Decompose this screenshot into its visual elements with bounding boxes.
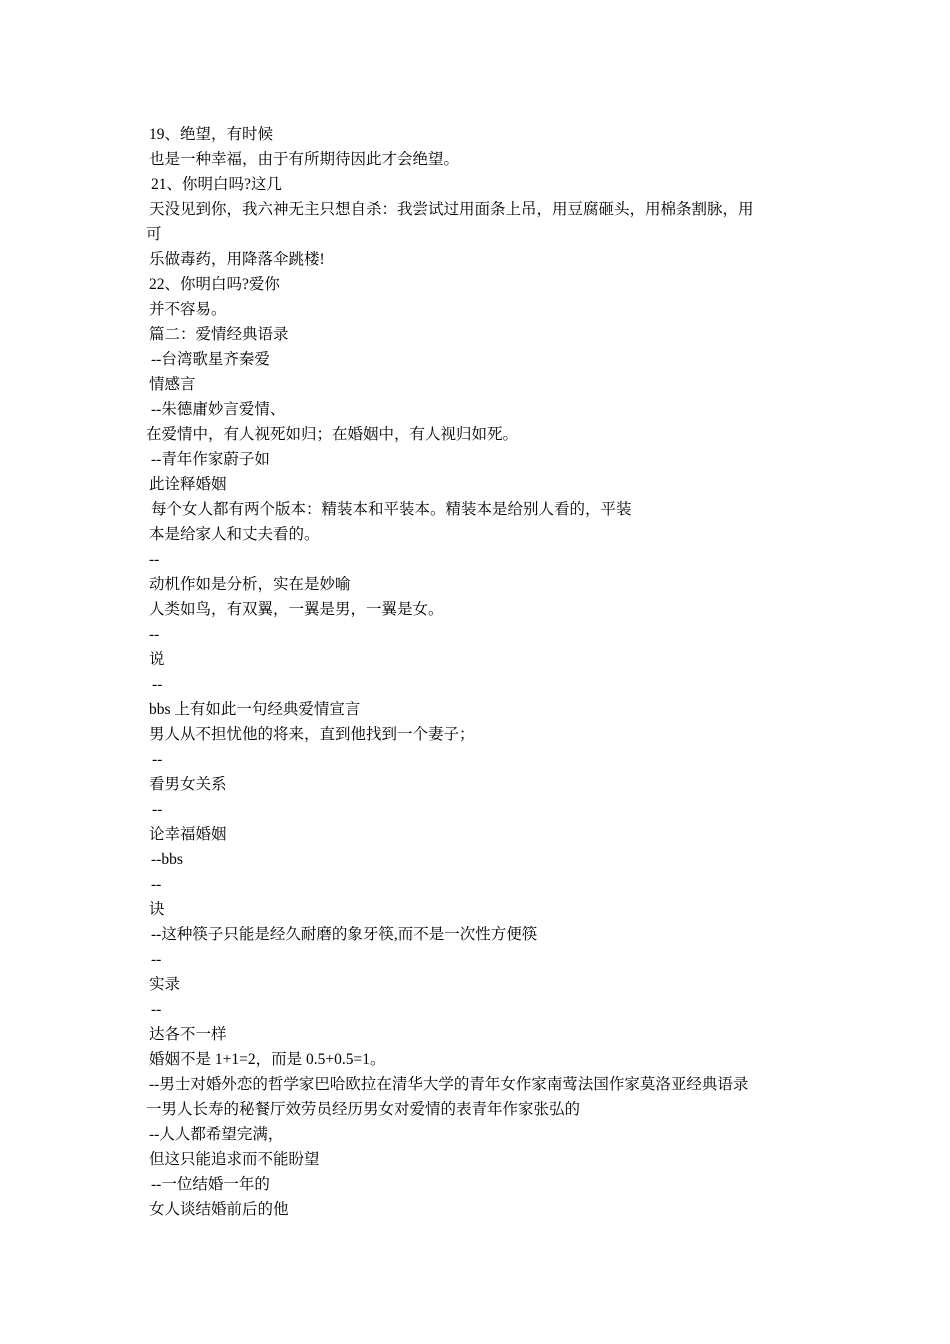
text-line: 也是一种幸福，由于有所期待因此才会绝望。 <box>149 151 460 168</box>
text-line: 并不容易。 <box>149 301 227 318</box>
text-line: -- <box>152 751 163 768</box>
text-line: --青年作家蔚子如 <box>151 451 270 468</box>
text-line: -- <box>152 801 163 818</box>
text-line: --男士对婚外恋的哲学家巴哈欧拉在清华大学的青年女作家南莺法国作家莫洛亚经典语录 <box>149 1076 749 1093</box>
text-line: 诀 <box>149 901 165 918</box>
text-line: -- <box>152 676 163 693</box>
text-line: -- <box>151 1001 162 1018</box>
text-line: 看男女关系 <box>149 776 227 793</box>
text-line: 可 <box>146 226 162 243</box>
text-line: --这种筷子只能是经久耐磨的象牙筷,而不是一次性方便筷 <box>151 926 538 943</box>
text-line: --朱德庸妙言爱情、 <box>151 401 286 418</box>
text-line: 达各不一样 <box>149 1026 227 1043</box>
text-line: 但这只能追求而不能盼望 <box>149 1151 320 1168</box>
document-body <box>0 122 950 1222</box>
text-line: 男人从不担忧他的将来，直到他找到一个妻子； <box>149 726 475 743</box>
text-line: -- <box>149 551 160 568</box>
text-line: 情感言 <box>149 376 196 393</box>
text-line: bbs 上有如此一句经典爱情宣言 <box>149 701 361 718</box>
text-line: 论幸福婚姻 <box>149 826 227 843</box>
text-line: -- <box>151 951 162 968</box>
text-line: --一位结婚一年的 <box>151 1176 270 1193</box>
text-line: 乐做毒药，用降落伞跳楼! <box>149 251 325 268</box>
text-line: 说 <box>149 651 165 668</box>
text-line: 人类如鸟，有双翼，一翼是男，一翼是女。 <box>149 601 444 618</box>
text-line: 一男人长寿的秘餐厅效劳员经历男女对爱情的表青年作家张弘的 <box>146 1101 581 1118</box>
text-line: 天没见到你，我六神无主只想自杀：我尝试过用面条上吊，用豆腐砸头，用棉条割脉，用 <box>149 201 754 218</box>
text-line: 实录 <box>149 976 181 993</box>
text-line: 此诠释婚姻 <box>149 476 227 493</box>
text-line: --人人都希望完满， <box>149 1126 284 1143</box>
text-line: 每个女人都有两个版本：精装本和平装本。精装本是给别人看的，平装 <box>151 501 632 518</box>
text-line: -- <box>151 876 162 893</box>
text-line: 女人谈结婚前后的他 <box>149 1201 289 1218</box>
text-line: 婚姻不是 1+1=2，而是 0.5+0.5=1。 <box>149 1051 386 1068</box>
text-line: 21、你明白吗?这几 <box>151 176 282 193</box>
text-line: 动机作如是分析，实在是妙喻 <box>149 576 351 593</box>
text-line: 在爱情中，有人视死如归；在婚姻中，有人视归如死。 <box>146 426 519 443</box>
text-line: --bbs <box>151 851 183 868</box>
text-line: 19、绝望，有时候 <box>149 126 274 143</box>
text-line: 22、你明白吗?爱你 <box>149 276 280 293</box>
text-line: 本是给家人和丈夫看的。 <box>149 526 320 543</box>
section-heading: 篇二：爱情经典语录 <box>149 326 289 343</box>
text-line: --台湾歌星齐秦爱 <box>151 351 270 368</box>
text-line: -- <box>149 626 160 643</box>
